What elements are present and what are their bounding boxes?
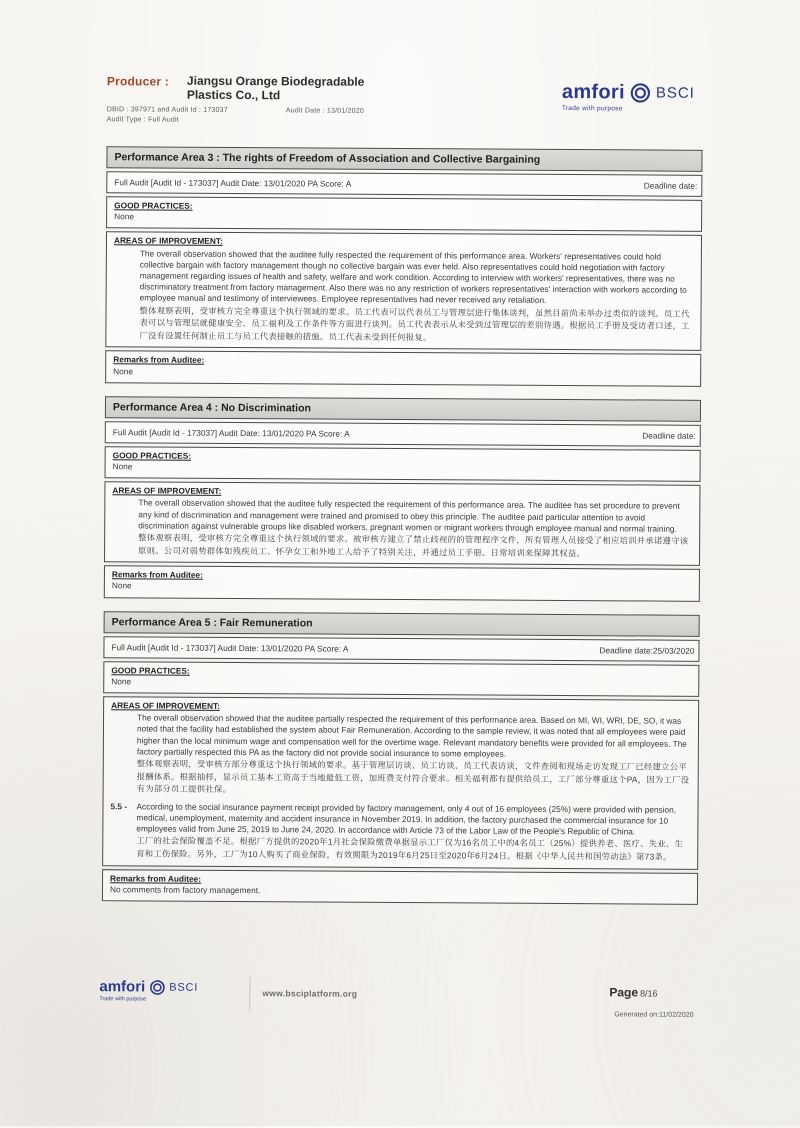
pa3-remarks [105, 351, 701, 387]
logo-tagline: Trade with purpose [561, 104, 623, 113]
pa5-aoi-text-en: The overall observation showed that the auditee partially respected the requirement of this performance area. Based on MI, WI, WRI, DE, SO, it was noted that the facility had established the system about Fair Remuneration. According to the sample review, it was noted that all employees were paid higher than the local minimum wage and compensation well for the overtime wage. Relevant mandatory benefits were provided for all employees. The factory partially respected this PA as the factory did not provide social insurance to some employees. [136, 712, 687, 759]
producer-label: Producer : [106, 74, 169, 89]
amfori-bsci-logo [562, 81, 695, 113]
pa3-good-practices-value: None [114, 211, 134, 222]
pa5-finding-number: 5.5 - [110, 801, 128, 812]
audit-date-value: Audit Date : 13/01/2020 [285, 106, 364, 115]
pa4-good-practices-label: GOOD PRACTICES: [112, 450, 192, 461]
pa5-audit-line: Full Audit [Audit Id - 173037] Audit Date: 13/01/2020 PA Score: A [111, 641, 349, 654]
pa4-aoi-text-zh: 整体观察表明，受审核方完全尊重这个执行领域的要求。被审核方建立了禁止歧视的的管理程序文件，所有管理人员接受了相应培训并承诺遵守该原则。公司对弱势群体如残疾员工、怀孕女工和外地工人给予了特别关注，并通过员工手册、日常培训来保障其权益。 [138, 532, 689, 558]
pa4-title-bar: Performance Area 4 : No Discrimination [105, 396, 701, 422]
pa4-aoi-text [138, 498, 692, 560]
pa3-remarks-label: Remarks from Auditee: [113, 354, 205, 366]
pa4-remarks [104, 565, 700, 601]
footer-amfori-wordmark: amfori [99, 978, 146, 996]
section-pa3 [105, 146, 702, 386]
pa3-deadline: Deadline date: [643, 180, 698, 191]
pa4-remarks-label: Remarks from Auditee: [111, 569, 203, 581]
report-header [107, 74, 703, 126]
section-pa5 [102, 611, 700, 905]
pa5-remarks-value: No comments from factory management. [109, 884, 261, 895]
page-number [609, 985, 657, 999]
bsci-wordmark: BSCI [655, 84, 695, 102]
generated-on: Generated on:11/02/2020 [614, 1011, 694, 1019]
pa5-remarks [102, 869, 698, 905]
pa4-audit-line: Full Audit [Audit Id - 173037] Audit Date: 13/01/2020 PA Score: A [112, 427, 350, 439]
pa3-remarks-value: None [113, 365, 134, 376]
pa4-audit-row [105, 421, 701, 447]
pa5-good-practices [103, 661, 699, 697]
pa5-finding-5-5 [110, 801, 690, 863]
pa3-aoi-text [139, 248, 694, 345]
footer-bsci-wordmark: BSCI [169, 981, 199, 994]
pa5-good-practices-label: GOOD PRACTICES: [111, 664, 190, 676]
pa5-finding-text-zh: 工厂的社会保险覆盖不足。根据厂方提供的2020年1月社会保险缴费单据显示工厂仅为16名员工中的4名员工（25%）提供养老、医疗、失业、生育和工伤保险。另外，工厂为10人购买了商业保险，有效期限为2019年6月25日至2020年6月24日。根据《中华人民共和国劳动法》第73条。 [136, 835, 684, 862]
pa5-remarks-label: Remarks from Auditee: [110, 872, 202, 884]
pa5-finding-text [136, 801, 688, 863]
audit-type-value: Audit Type : Full Audit [106, 115, 179, 124]
pa4-aoi-text-en: The overall observation showed that the auditee fully respected the requirement of this performance area. The auditee has set procedure to prevent any kind of discrimination and management were trained and promised to obey this principle. The auditee paid particular attention to avoid discrimination against vulnerable groups like disabled workers, pregnant women or migrant workers through employee manual and normal training. [138, 497, 680, 534]
pa4-good-practices [105, 446, 701, 482]
pa5-good-practices-value: None [111, 676, 132, 687]
page-label: Page [609, 985, 639, 1000]
pa5-deadline: Deadline date:25/03/2020 [599, 644, 695, 656]
pa3-title-bar: Performance Area 3 : The rights of Freedom of Association and Collective Bargaining [106, 146, 702, 172]
pa5-finding-text-en: According to the social insurance payment receipt provided by factory management, only 4 out of 16 employees (25%) were provided with pension, medical, unemployment, maternity and accident insurance in November 2019. In addition, the factory purchased the commercial insurance for 10 employees valid from June 25, 2019 to June 24, 2020. In accordance with Article 73 of the Labor Law of the People's Republic of China. [136, 801, 677, 837]
footer-website-url: www.bsciplatform.org [262, 988, 358, 999]
footer-amfori-bsci-logo [99, 978, 198, 1003]
pa5-areas-of-improvement [102, 696, 699, 869]
pa3-aoi-text-en: The overall observation showed that the auditee fully respected the requirement of this performance area. Workers' representatives could hold collective bargain with factory management though no collective bargain was ever held. Also representatives could hold negotiation with factory management regarding issues of health and safety, welfare and work condition. According to interview with workers' representatives, there was no discriminatory treatment from factory management. Also there was no any restriction of workers representatives' interaction with workers according to employee manual and testimony of interviewees. Employee representatives had never received any retaliation. [139, 248, 687, 306]
amfori-spiral-icon [630, 82, 651, 103]
page-value: 8/16 [640, 988, 658, 999]
pa5-audit-row [103, 636, 699, 662]
footer-logo-tagline: Trade with purpose [99, 996, 147, 1003]
footer-divider [249, 977, 250, 1011]
producer-name-line2: Plastics Co., Ltd [186, 87, 281, 103]
pa3-areas-of-improvement [105, 232, 702, 352]
pa5-aoi-text [137, 713, 691, 799]
amfori-wordmark: amfori [561, 80, 625, 104]
footer-amfori-spiral-icon [149, 979, 165, 995]
pa4-aoi-label: AREAS OF IMPROVEMENT: [112, 485, 222, 497]
dbid-value: DBID : 397971 and Audit Id : 173037 [106, 105, 228, 114]
section-pa4 [104, 396, 701, 601]
pa4-good-practices-value: None [112, 461, 133, 472]
pa3-good-practices [106, 196, 702, 232]
pa3-aoi-text-zh: 整体观察表明，受审核方完全尊重这个执行领域的要求。员工代表可以代表员工与管理层进行集体谈判，虽然目前尚未举办过类似的谈判。员工代表可以与管理层就健康安全、员工福利及工作条件等方面进行谈判。员工代表表示从未受到过管理层的差别待遇。根据员工手册及受访者口述，工厂没有设置任何制止员工与员工代表接触的措施。员工代表未受到任何报复。 [139, 305, 690, 343]
pa3-good-practices-label: GOOD PRACTICES: [114, 200, 193, 211]
producer-name-line1: Jiangsu Orange Biodegradable [186, 73, 365, 89]
pa3-audit-row [106, 171, 702, 197]
pa5-aoi-text-zh: 整体观察表明，受审核方部分尊重这个执行领域的要求。基于管理层访谈、员工访谈、员工代表访谈，文件查阅和现场走访发现工厂已经建立公平报酬体系。根据抽样，显示员工基本工资高于当地最低工资，加班费支付符合要求。相关福利都有提供给员工，工厂部分尊重这个PA，因为工厂没有为部分员工提供社保。 [136, 758, 690, 795]
pa4-deadline: Deadline date: [642, 430, 696, 441]
report-body [102, 146, 703, 918]
pa5-title-bar: Performance Area 5 : Fair Remuneration [104, 611, 700, 637]
pa5-aoi-label: AREAS OF IMPROVEMENT: [111, 700, 220, 711]
pa4-areas-of-improvement [104, 481, 700, 566]
pa3-aoi-label: AREAS OF IMPROVEMENT: [113, 235, 223, 247]
pa4-remarks-value: None [111, 580, 132, 591]
report-footer [97, 974, 697, 1038]
pa3-audit-line: Full Audit [Audit Id - 173037] Audit Date: 13/01/2020 PA Score: A [114, 177, 352, 189]
producer-name [187, 75, 365, 104]
